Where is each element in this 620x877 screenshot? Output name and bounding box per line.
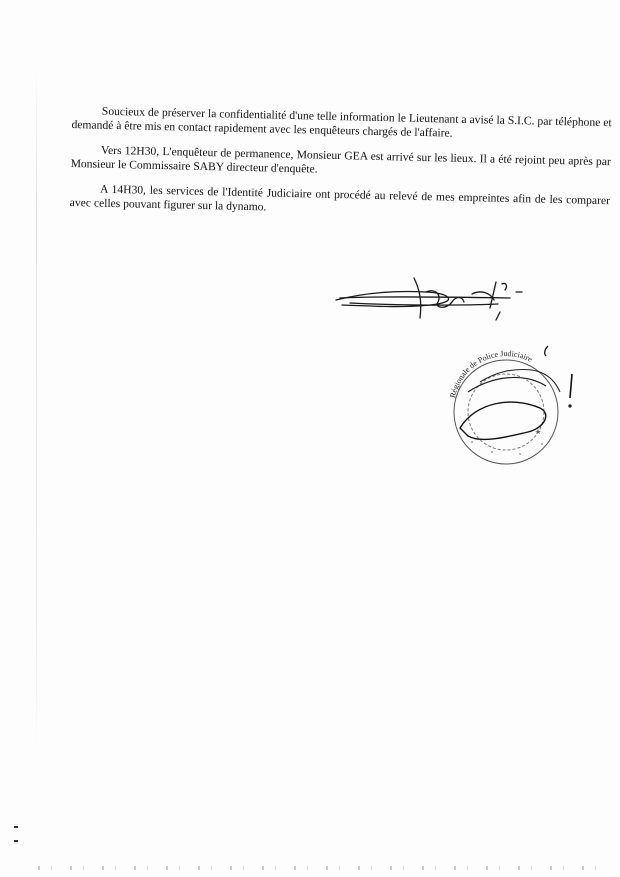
svg-text:Régionale de Police Judiciaire (448, 349, 534, 399)
official-stamp (432, 332, 592, 472)
handwritten-signature (330, 272, 560, 332)
paragraph-fingerprints: A 14H30, les services de l'Identité Judiciaire ont procédé au relevé de mes empreintes afin de les comparer avec celles pouvant figurer sur la dynamo. (69, 182, 611, 214)
body-text (69, 104, 612, 233)
paragraph-investigator-arrival: Vers 12H30, L'enquêteur de permanence, Monsieur GEA est arrivé sur les lieux. Il a été rejoint peu après par Monsieur le Commissaire SABY directeur d'enquête. (70, 143, 611, 176)
scan-noise (20, 866, 610, 870)
margin-mark (14, 840, 18, 842)
stamp-text: Régionale de Police Judiciaire (448, 348, 534, 399)
paragraph-sic-notification: Soucieux de préserver la confidentialité d'une telle information le Lieutenant a avisé la S.I.C. par téléphone et demandé à être mis en contact rapidement avec les enquêteurs chargés de l'affaire. (71, 104, 612, 140)
scan-edge-shadow (36, 60, 37, 760)
margin-mark (14, 826, 18, 828)
